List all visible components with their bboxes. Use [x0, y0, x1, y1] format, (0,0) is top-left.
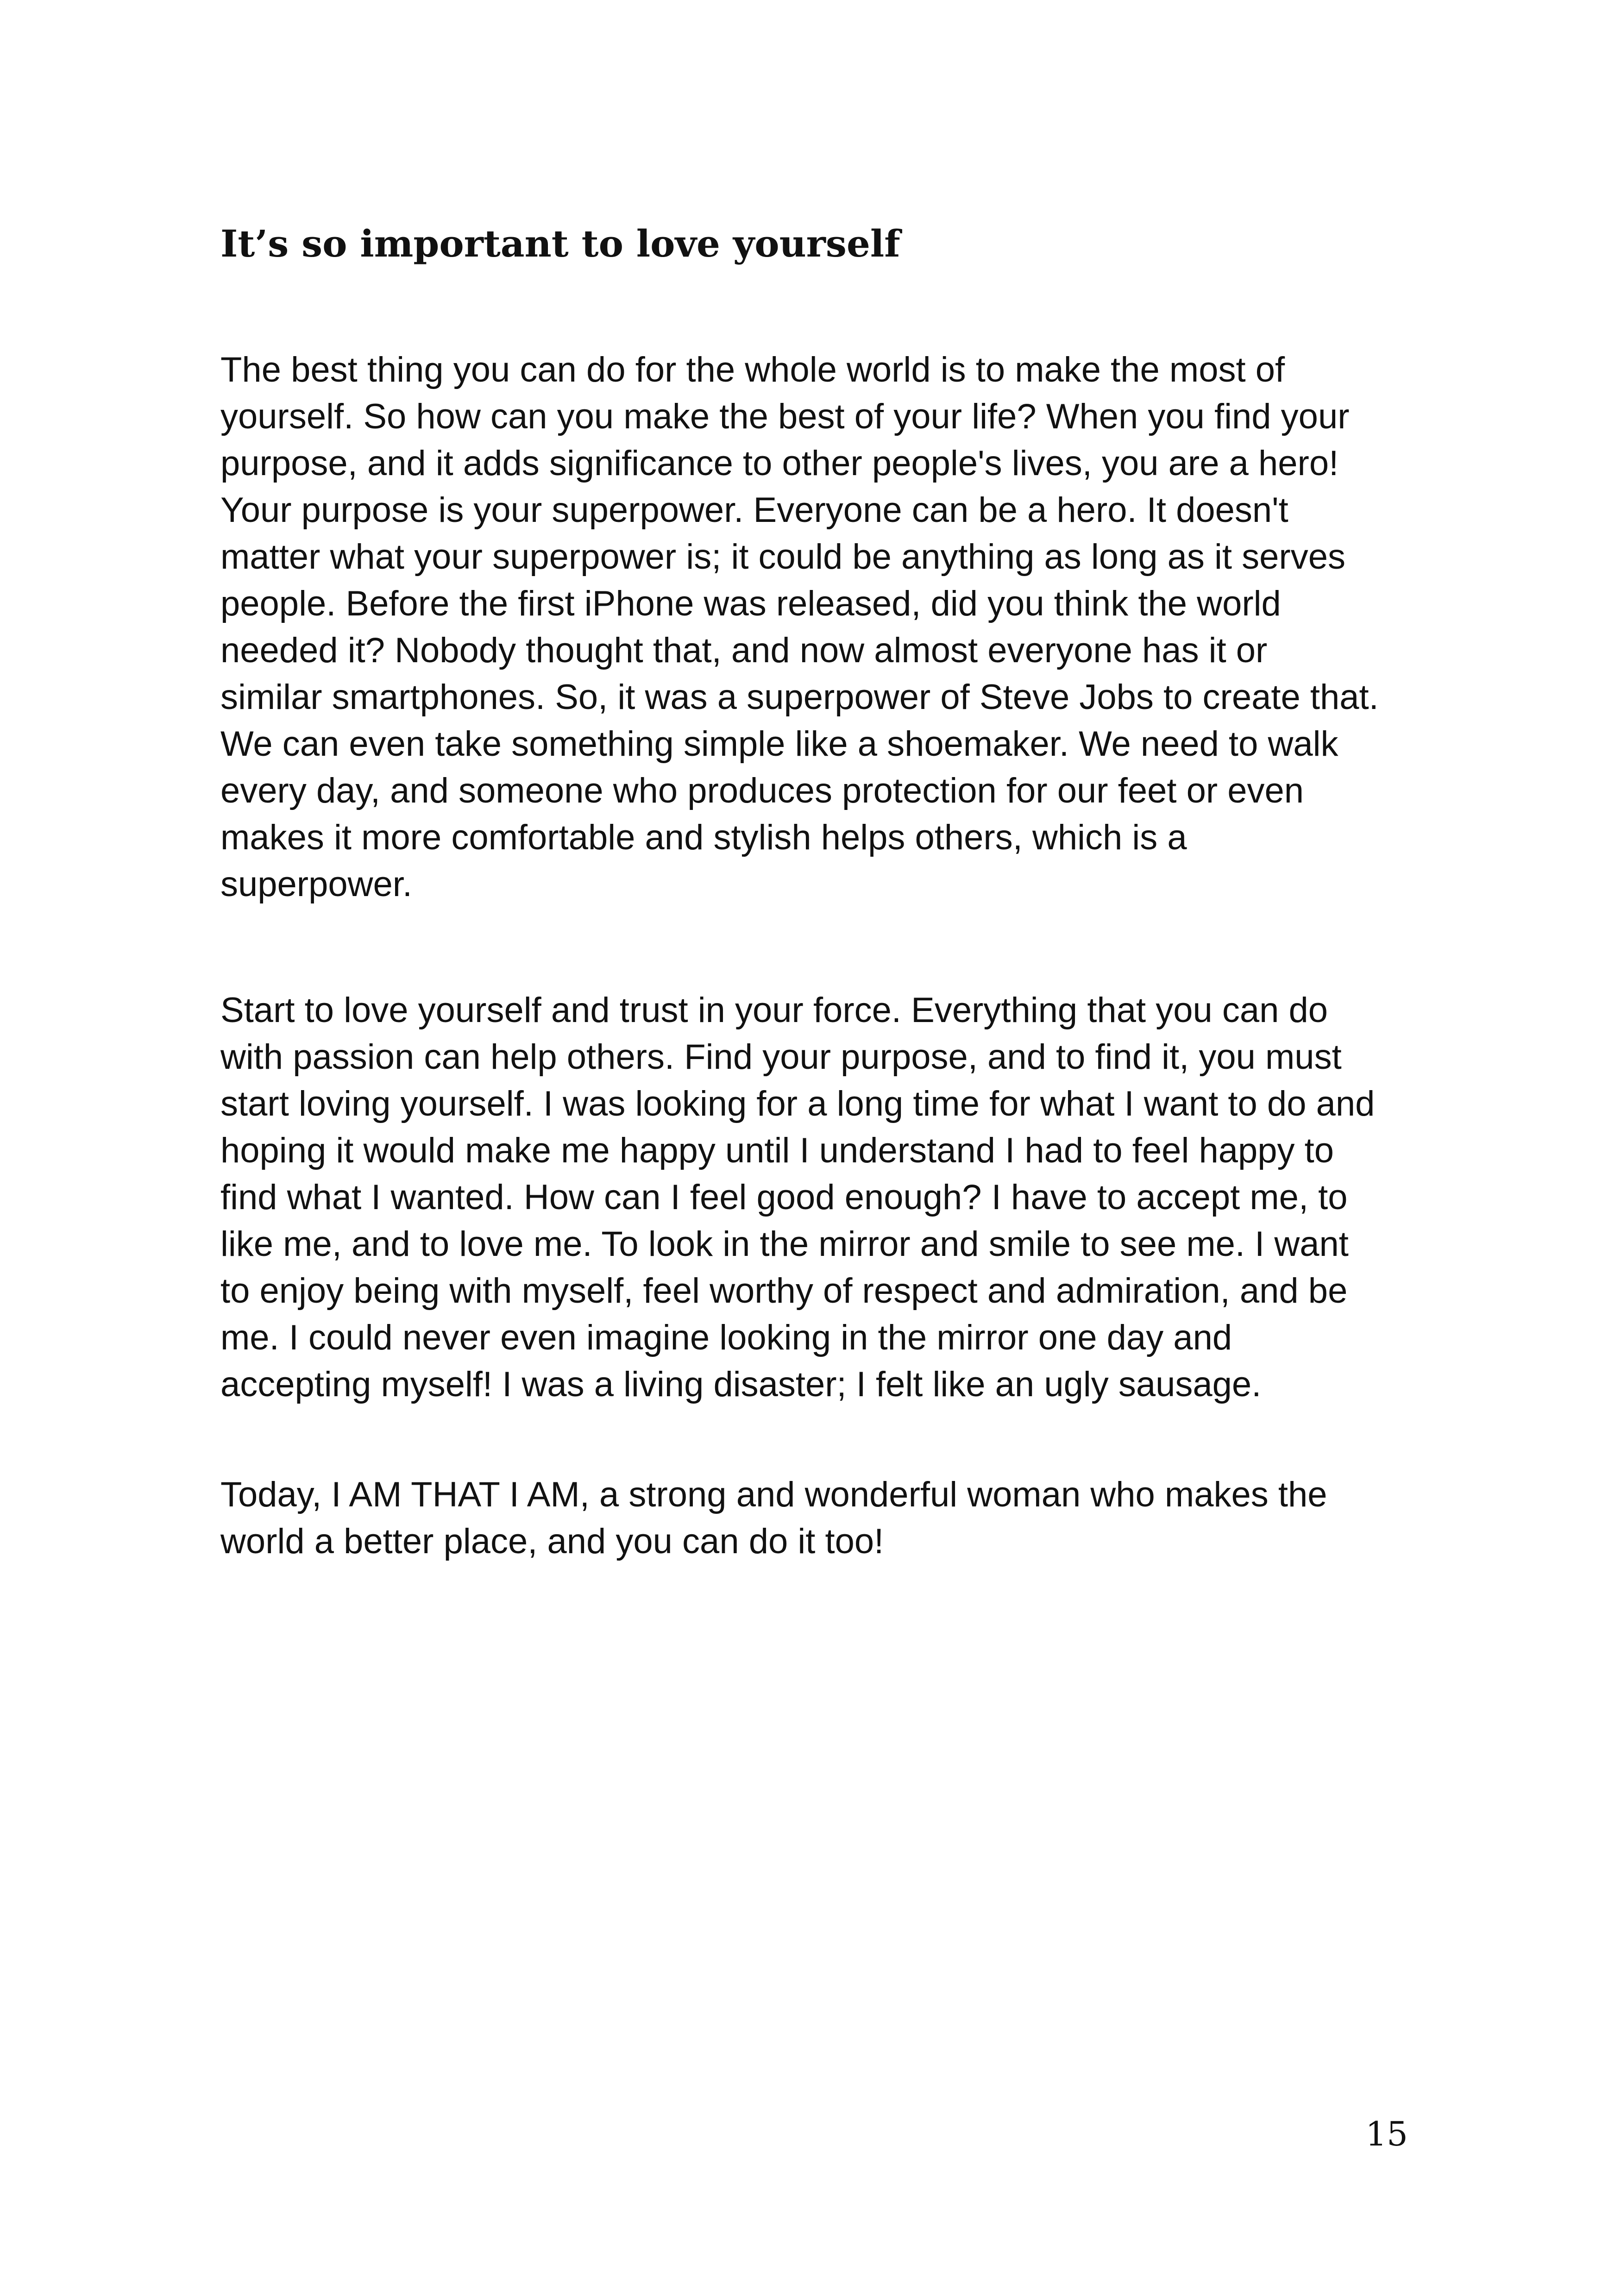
- section-heading: It’s so important to love yourself: [220, 222, 900, 265]
- text-line: find what I wanted. How can I feel good enough? I have to accept me, to: [220, 1178, 1348, 1217]
- text-line: me. I could never even imagine looking in the mirror one day and: [220, 1318, 1232, 1357]
- text-line: accepting myself! I was a living disaster; I felt like an ugly sausage.: [220, 1365, 1262, 1404]
- page-number: 15: [1365, 2114, 1408, 2153]
- text-line: people. Before the first iPhone was released, did you think the world: [220, 584, 1281, 623]
- text-line: Today, I AM THAT I AM, a strong and wonderful woman who makes the: [220, 1475, 1327, 1514]
- text-line: every day, and someone who produces protection for our feet or even: [220, 771, 1304, 810]
- paragraph-2: [220, 987, 1375, 1408]
- text-line: with passion can help others. Find your purpose, and to find it, you must: [220, 1037, 1342, 1077]
- text-line: yourself. So how can you make the best of your life? When you find your: [220, 397, 1350, 436]
- text-line: to enjoy being with myself, feel worthy of respect and admiration, and be: [220, 1271, 1348, 1311]
- text-line: We can even take something simple like a shoemaker. We need to walk: [220, 724, 1338, 764]
- paragraph-3: [220, 1471, 1327, 1565]
- text-line: needed it? Nobody thought that, and now almost everyone has it or: [220, 631, 1268, 670]
- text-line: purpose, and it adds significance to other people's lives, you are a hero!: [220, 444, 1339, 483]
- text-line: makes it more comfortable and stylish helps others, which is a: [220, 818, 1187, 857]
- text-line: similar smartphones. So, it was a superpower of Steve Jobs to create that.: [220, 678, 1379, 717]
- text-line: superpower.: [220, 865, 413, 904]
- text-line: matter what your superpower is; it could be anything as long as it serves: [220, 537, 1345, 577]
- text-line: hoping it would make me happy until I understand I had to feel happy to: [220, 1131, 1334, 1170]
- text-line: start loving yourself. I was looking for a long time for what I want to do and: [220, 1084, 1375, 1123]
- text-line: Start to love yourself and trust in your force. Everything that you can do: [220, 991, 1328, 1030]
- text-line: world a better place, and you can do it too!: [220, 1522, 884, 1561]
- text-line: The best thing you can do for the whole world is to make the most of: [220, 350, 1285, 389]
- paragraph-1: [220, 346, 1379, 908]
- text-line: Your purpose is your superpower. Everyone can be a hero. It doesn't: [220, 490, 1288, 530]
- text-line: like me, and to love me. To look in the mirror and smile to see me. I want: [220, 1224, 1349, 1264]
